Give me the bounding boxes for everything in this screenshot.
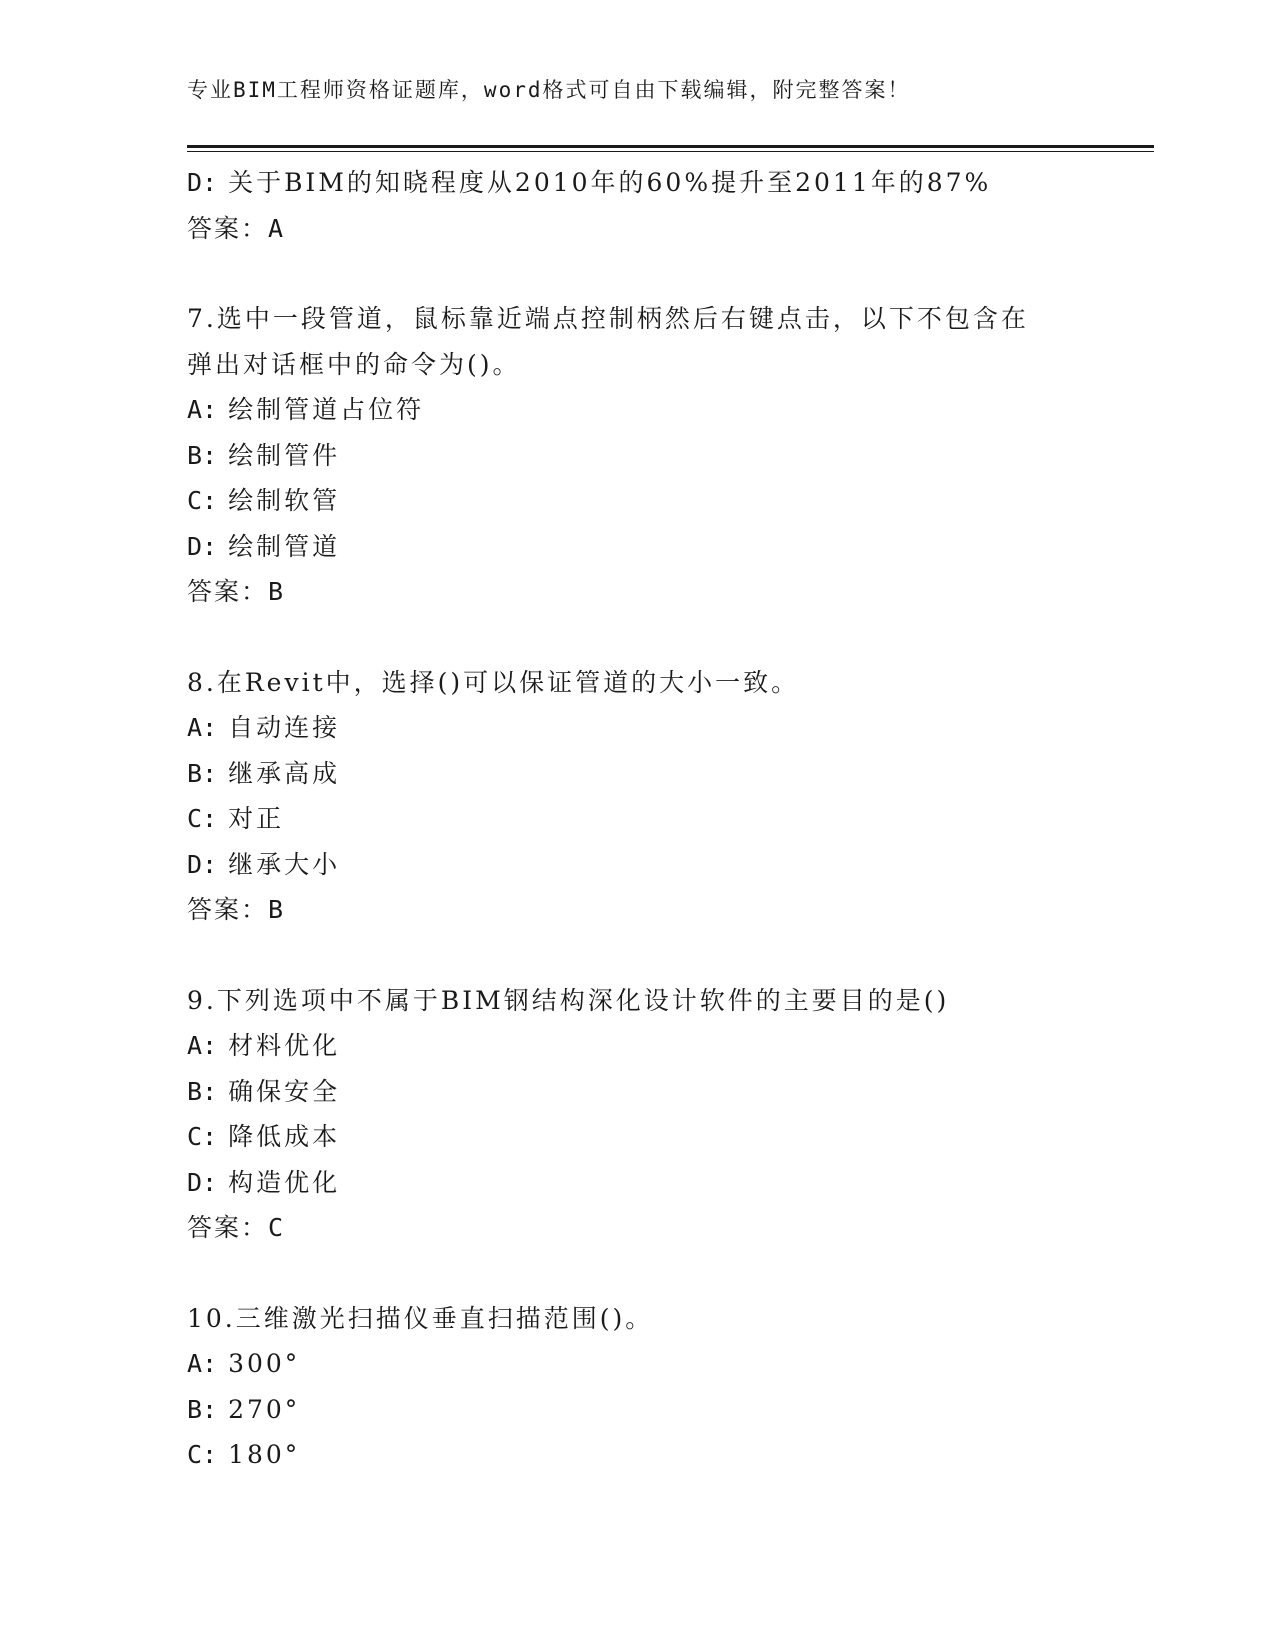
question-list: [187, 160, 1067, 1478]
answer-label: 答案：: [187, 895, 269, 924]
answer-option: [187, 796, 1067, 842]
option-letter: D:: [187, 1167, 218, 1197]
question-stem-line: 8.在Revit中，选择()可以保证管道的大小一致。: [187, 667, 800, 697]
header-rule-thick: [187, 145, 1154, 148]
answer-label: 答案：: [187, 213, 269, 243]
question-stem-line: 弹出对话框中的命令为()。: [187, 349, 521, 379]
answer-option: [187, 387, 1067, 433]
header-rule-thin: [187, 151, 1154, 152]
option-text: 对正: [228, 804, 285, 833]
answer-option: [187, 1160, 1067, 1206]
question-stem: [187, 296, 1067, 387]
answer-value: B: [268, 895, 286, 924]
question-block: [187, 660, 1067, 933]
option-text: 降低成本: [228, 1122, 341, 1151]
answer-option: [187, 751, 1067, 797]
option-text: 300°: [228, 1349, 301, 1378]
option-text: 绘制管道: [228, 531, 341, 561]
option-letter: A:: [187, 395, 218, 424]
question-stem: [187, 1296, 1067, 1342]
option-letter: A:: [187, 1349, 218, 1378]
option-text: 材料优化: [228, 1031, 341, 1060]
answer-line: [187, 887, 1067, 933]
answer-value: C: [268, 1213, 286, 1242]
question-stem-line: 7.选中一段管道，鼠标靠近端点控制柄然后右键点击，以下不包含在: [187, 304, 1029, 333]
answer-option: [187, 1387, 1067, 1433]
question-stem: [187, 660, 1067, 706]
option-letter: B:: [187, 440, 218, 470]
option-letter: C:: [187, 1440, 218, 1469]
answer-option: [187, 478, 1067, 524]
question-stem-line: 10.三维激光扫描仪垂直扫描范围()。: [187, 1303, 654, 1333]
option-text: 继承高成: [228, 758, 341, 788]
question-block: [187, 296, 1067, 615]
option-text: 绘制管件: [228, 440, 341, 470]
answer-option: [187, 524, 1067, 570]
question-block: [187, 160, 1067, 251]
answer-line: [187, 206, 1067, 252]
option-text: 180°: [228, 1440, 301, 1469]
option-letter: C:: [187, 804, 218, 833]
question-stem-line: 9.下列选项中不属于BIM钢结构深化设计软件的主要目的是(): [187, 985, 950, 1015]
page-header: 专业BIM工程师资格证题库，word格式可自由下载编辑，附完整答案！: [187, 78, 911, 102]
option-letter: D:: [187, 531, 218, 561]
answer-option: [187, 160, 1067, 206]
option-text: 继承大小: [228, 849, 341, 879]
answer-option: [187, 1114, 1067, 1160]
answer-option: [187, 1341, 1067, 1387]
answer-label: 答案：: [187, 1213, 269, 1242]
option-text: 绘制软管: [228, 486, 341, 515]
answer-option: [187, 842, 1067, 888]
answer-label: 答案：: [187, 577, 269, 606]
option-text: 绘制管道占位符: [228, 395, 425, 424]
option-letter: D:: [187, 168, 218, 197]
option-text: 自动连接: [228, 713, 341, 742]
answer-option: [187, 1432, 1067, 1478]
answer-option: [187, 1023, 1067, 1069]
option-letter: C:: [187, 486, 218, 515]
option-letter: D:: [187, 849, 218, 879]
answer-option: [187, 705, 1067, 751]
question-stem: [187, 978, 1067, 1024]
answer-line: [187, 1205, 1067, 1251]
option-letter: B:: [187, 1076, 218, 1106]
option-text: 关于BIM的知晓程度从2010年的60%提升至2011年的87%: [228, 168, 992, 197]
option-letter: B:: [187, 1394, 218, 1424]
option-text: 确保安全: [228, 1076, 341, 1106]
option-text: 构造优化: [228, 1167, 341, 1197]
answer-value: B: [268, 577, 286, 606]
option-text: 270°: [228, 1394, 301, 1424]
answer-line: [187, 569, 1067, 615]
answer-value: A: [268, 213, 286, 243]
question-block: [187, 1296, 1067, 1478]
option-letter: C:: [187, 1122, 218, 1151]
option-letter: B:: [187, 758, 218, 788]
answer-option: [187, 1069, 1067, 1115]
option-letter: A:: [187, 713, 218, 742]
option-letter: A:: [187, 1031, 218, 1060]
question-block: [187, 978, 1067, 1251]
answer-option: [187, 433, 1067, 479]
